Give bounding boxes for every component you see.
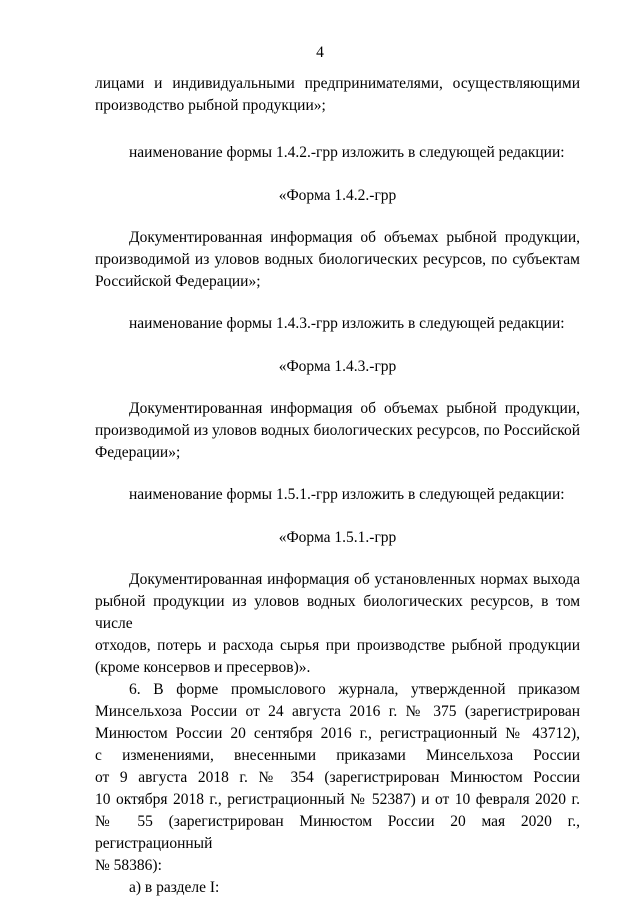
text-line: рыбной продукции из уловов водных биологических ресурсов, в том числе (95, 593, 580, 632)
text-line: производимой из уловов водных биологических ресурсов, по Российской (95, 422, 580, 439)
paragraph-continuation (95, 73, 580, 117)
text-line: с изменениями, внесенными приказами Минсельхоза России (95, 747, 580, 764)
text-line: № 58386): (95, 857, 162, 874)
form-title: «Форма 1.4.2.-грр (278, 187, 397, 204)
text-line: Федерации»; (95, 444, 181, 461)
instruction-paragraph (129, 313, 580, 335)
text-line: от 9 августа 2018 г. № 354 (зарегистрирован Минюстом России (95, 769, 580, 786)
form-description (95, 569, 580, 899)
page-number: 4 (316, 44, 324, 61)
text-line: Документированная информация об объемах рыбной продукции, (129, 229, 580, 246)
form-heading (95, 356, 580, 378)
text-line: наименование формы 1.4.2.-грр изложить в следующей редакции: (129, 144, 565, 161)
text-line: 10 октября 2018 г., регистрационный № 52387) и от 10 февраля 2020 г. (95, 791, 580, 808)
text-line: наименование формы 1.4.3.-грр изложить в следующей редакции: (129, 315, 565, 332)
text-line: а) в разделе I: (129, 879, 220, 896)
form-heading (95, 185, 580, 207)
text-line: № 55 (зарегистрирован Минюстом России 20 мая 2020 г., регистрационный (95, 813, 580, 852)
text-line: производство рыбной продукции»; (95, 97, 326, 114)
form-description (95, 398, 580, 464)
text-line: Минсельхоза России от 24 августа 2016 г. № 375 (зарегистрирован (95, 703, 580, 720)
text-line: Документированная информация об объемах рыбной продукции, (129, 400, 580, 417)
text-line: лицами и индивидуальными предпринимателями, осуществляющими (95, 75, 580, 92)
text-line: отходов, потерь и расхода сырья при производстве рыбной продукции (95, 637, 580, 654)
instruction-paragraph (129, 142, 580, 164)
text-line: Минюстом России 20 сентября 2016 г., регистрационный № 43712), (95, 725, 580, 742)
form-title: «Форма 1.4.3.-грр (278, 358, 397, 375)
text-line: (кроме консервов и пресервов)». (95, 659, 311, 676)
text-line: Документированная информация об установленных нормах выхода (129, 571, 580, 588)
instruction-paragraph (129, 484, 580, 506)
form-title: «Форма 1.5.1.-грр (278, 529, 397, 546)
form-description (95, 227, 580, 293)
text-line: производимой из уловов водных биологических ресурсов, по субъектам (95, 251, 580, 268)
text-line: Российской Федерации»; (95, 273, 261, 290)
text-line: наименование формы 1.5.1.-грр изложить в следующей редакции: (129, 486, 565, 503)
form-heading (95, 527, 580, 549)
text-line: 6. В форме промыслового журнала, утвержденной приказом (129, 681, 580, 698)
